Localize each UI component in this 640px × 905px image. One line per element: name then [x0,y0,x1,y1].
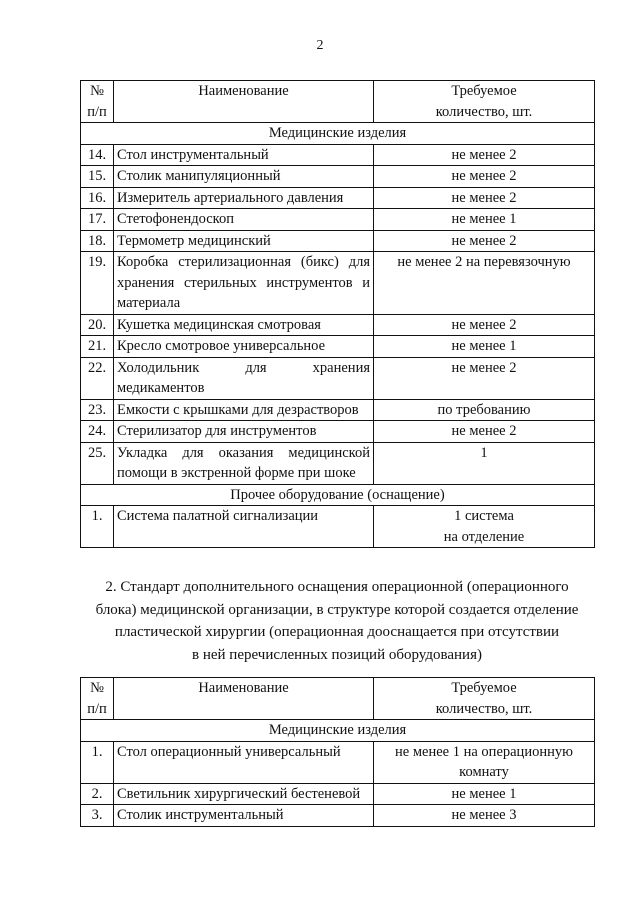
page-number: 2 [316,38,324,53]
section-title: Прочее оборудование (оснащение) [81,484,595,506]
row-name: Емкости с крышками для дезрастворов [114,399,374,421]
header-name: Наименование [114,81,374,123]
header-num [81,678,114,720]
row-quantity-line: 1 система [454,508,514,524]
section-title: Медицинские изделия [81,720,595,742]
section-row [81,720,595,742]
row-number: 22. [81,357,114,399]
row-name: Кушетка медицинская смотровая [114,314,374,336]
table-row [81,209,595,231]
row-quantity [374,506,595,548]
row-name: Светильник хирургический бестеневой [114,783,374,805]
paragraph-line: в ней перечисленных позиций оборудования) [192,646,482,663]
table-row [81,783,595,805]
row-name: Столик инструментальный [114,805,374,827]
row-number: 1. [81,741,114,783]
paragraph-line: блока) медицинской организации, в структуре которой создается отделение [95,601,579,618]
row-name: Стетофонендоскоп [114,209,374,231]
row-number: 18. [81,230,114,252]
row-name: Кресло смотровое универсальное [114,336,374,358]
row-quantity: не менее 2 [374,421,595,443]
table-row [81,144,595,166]
paragraph-line: пластической хирургии (операционная дооснащается при отсутствии [114,624,560,640]
table-row [81,506,595,548]
row-number: 20. [81,314,114,336]
table-row [81,166,595,188]
section-title: Медицинские изделия [81,123,595,145]
header-name: Наименование [114,678,374,720]
row-name: Стол инструментальный [114,144,374,166]
row-quantity: не менее 1 [374,336,595,358]
row-quantity: 1 [374,442,595,484]
table-row [81,442,595,484]
header-num [81,81,114,123]
standard-paragraph [70,576,604,666]
row-name: Измеритель артериального давления [114,187,374,209]
row-number: 19. [81,252,114,315]
row-quantity: не менее 2 [374,357,595,399]
row-name: Термометр медицинский [114,230,374,252]
row-number: 25. [81,442,114,484]
row-name: Система палатной сигнализации [114,506,374,548]
equipment-table-1 [80,80,595,548]
row-name: Холодильник для хранения медикаментов [114,357,374,399]
equipment-table-2 [80,677,595,827]
section-row [81,123,595,145]
header-qty-line: количество, шт. [435,103,533,120]
row-number: 24. [81,421,114,443]
table-row [81,187,595,209]
row-name: Стерилизатор для инструментов [114,421,374,443]
row-number: 23. [81,399,114,421]
row-name: Коробка стерилизационная (бикс) для хранения стерильных инструментов и материала [114,252,374,315]
table-row [81,741,595,783]
header-qty-line: Требуемое [451,83,517,99]
header-qty [374,81,595,123]
row-quantity: не менее 3 [374,805,595,827]
section-row [81,484,595,506]
row-number: 17. [81,209,114,231]
table-row [81,357,595,399]
table-row [81,336,595,358]
row-quantity: не менее 1 [374,783,595,805]
row-number: 14. [81,144,114,166]
row-name: Стол операционный универсальный [114,741,374,783]
table-row [81,252,595,315]
row-name: Укладка для оказания медицинской помощи в экстренной форме при шоке [114,442,374,484]
row-number: 15. [81,166,114,188]
row-quantity: не менее 2 [374,166,595,188]
table-row [81,399,595,421]
row-number: 16. [81,187,114,209]
paragraph-line: 2. Стандарт дополнительного оснащения операционной (операционного [105,579,569,595]
header-num-label: № п/п [87,83,107,120]
row-quantity: не менее 2 [374,144,595,166]
header-qty-line: Требуемое [451,680,517,696]
row-number: 2. [81,783,114,805]
table-row [81,421,595,443]
row-quantity: не менее 2 [374,230,595,252]
row-number: 21. [81,336,114,358]
row-number: 3. [81,805,114,827]
table-row [81,805,595,827]
row-quantity-line: на отделение [443,528,525,545]
header-qty [374,678,595,720]
table-row [81,230,595,252]
row-quantity: не менее 1 [374,209,595,231]
row-quantity: не менее 2 [374,187,595,209]
row-quantity: не менее 2 на перевязочную [374,252,595,315]
table-row [81,314,595,336]
row-number: 1. [81,506,114,548]
row-quantity: по требованию [374,399,595,421]
header-num-label: № п/п [87,680,107,717]
table-header-row [81,678,595,720]
header-qty-line: количество, шт. [435,700,533,717]
row-quantity: не менее 2 [374,314,595,336]
row-name: Столик манипуляционный [114,166,374,188]
table-header-row [81,81,595,123]
row-quantity: не менее 1 на операционную комнату [374,741,595,783]
